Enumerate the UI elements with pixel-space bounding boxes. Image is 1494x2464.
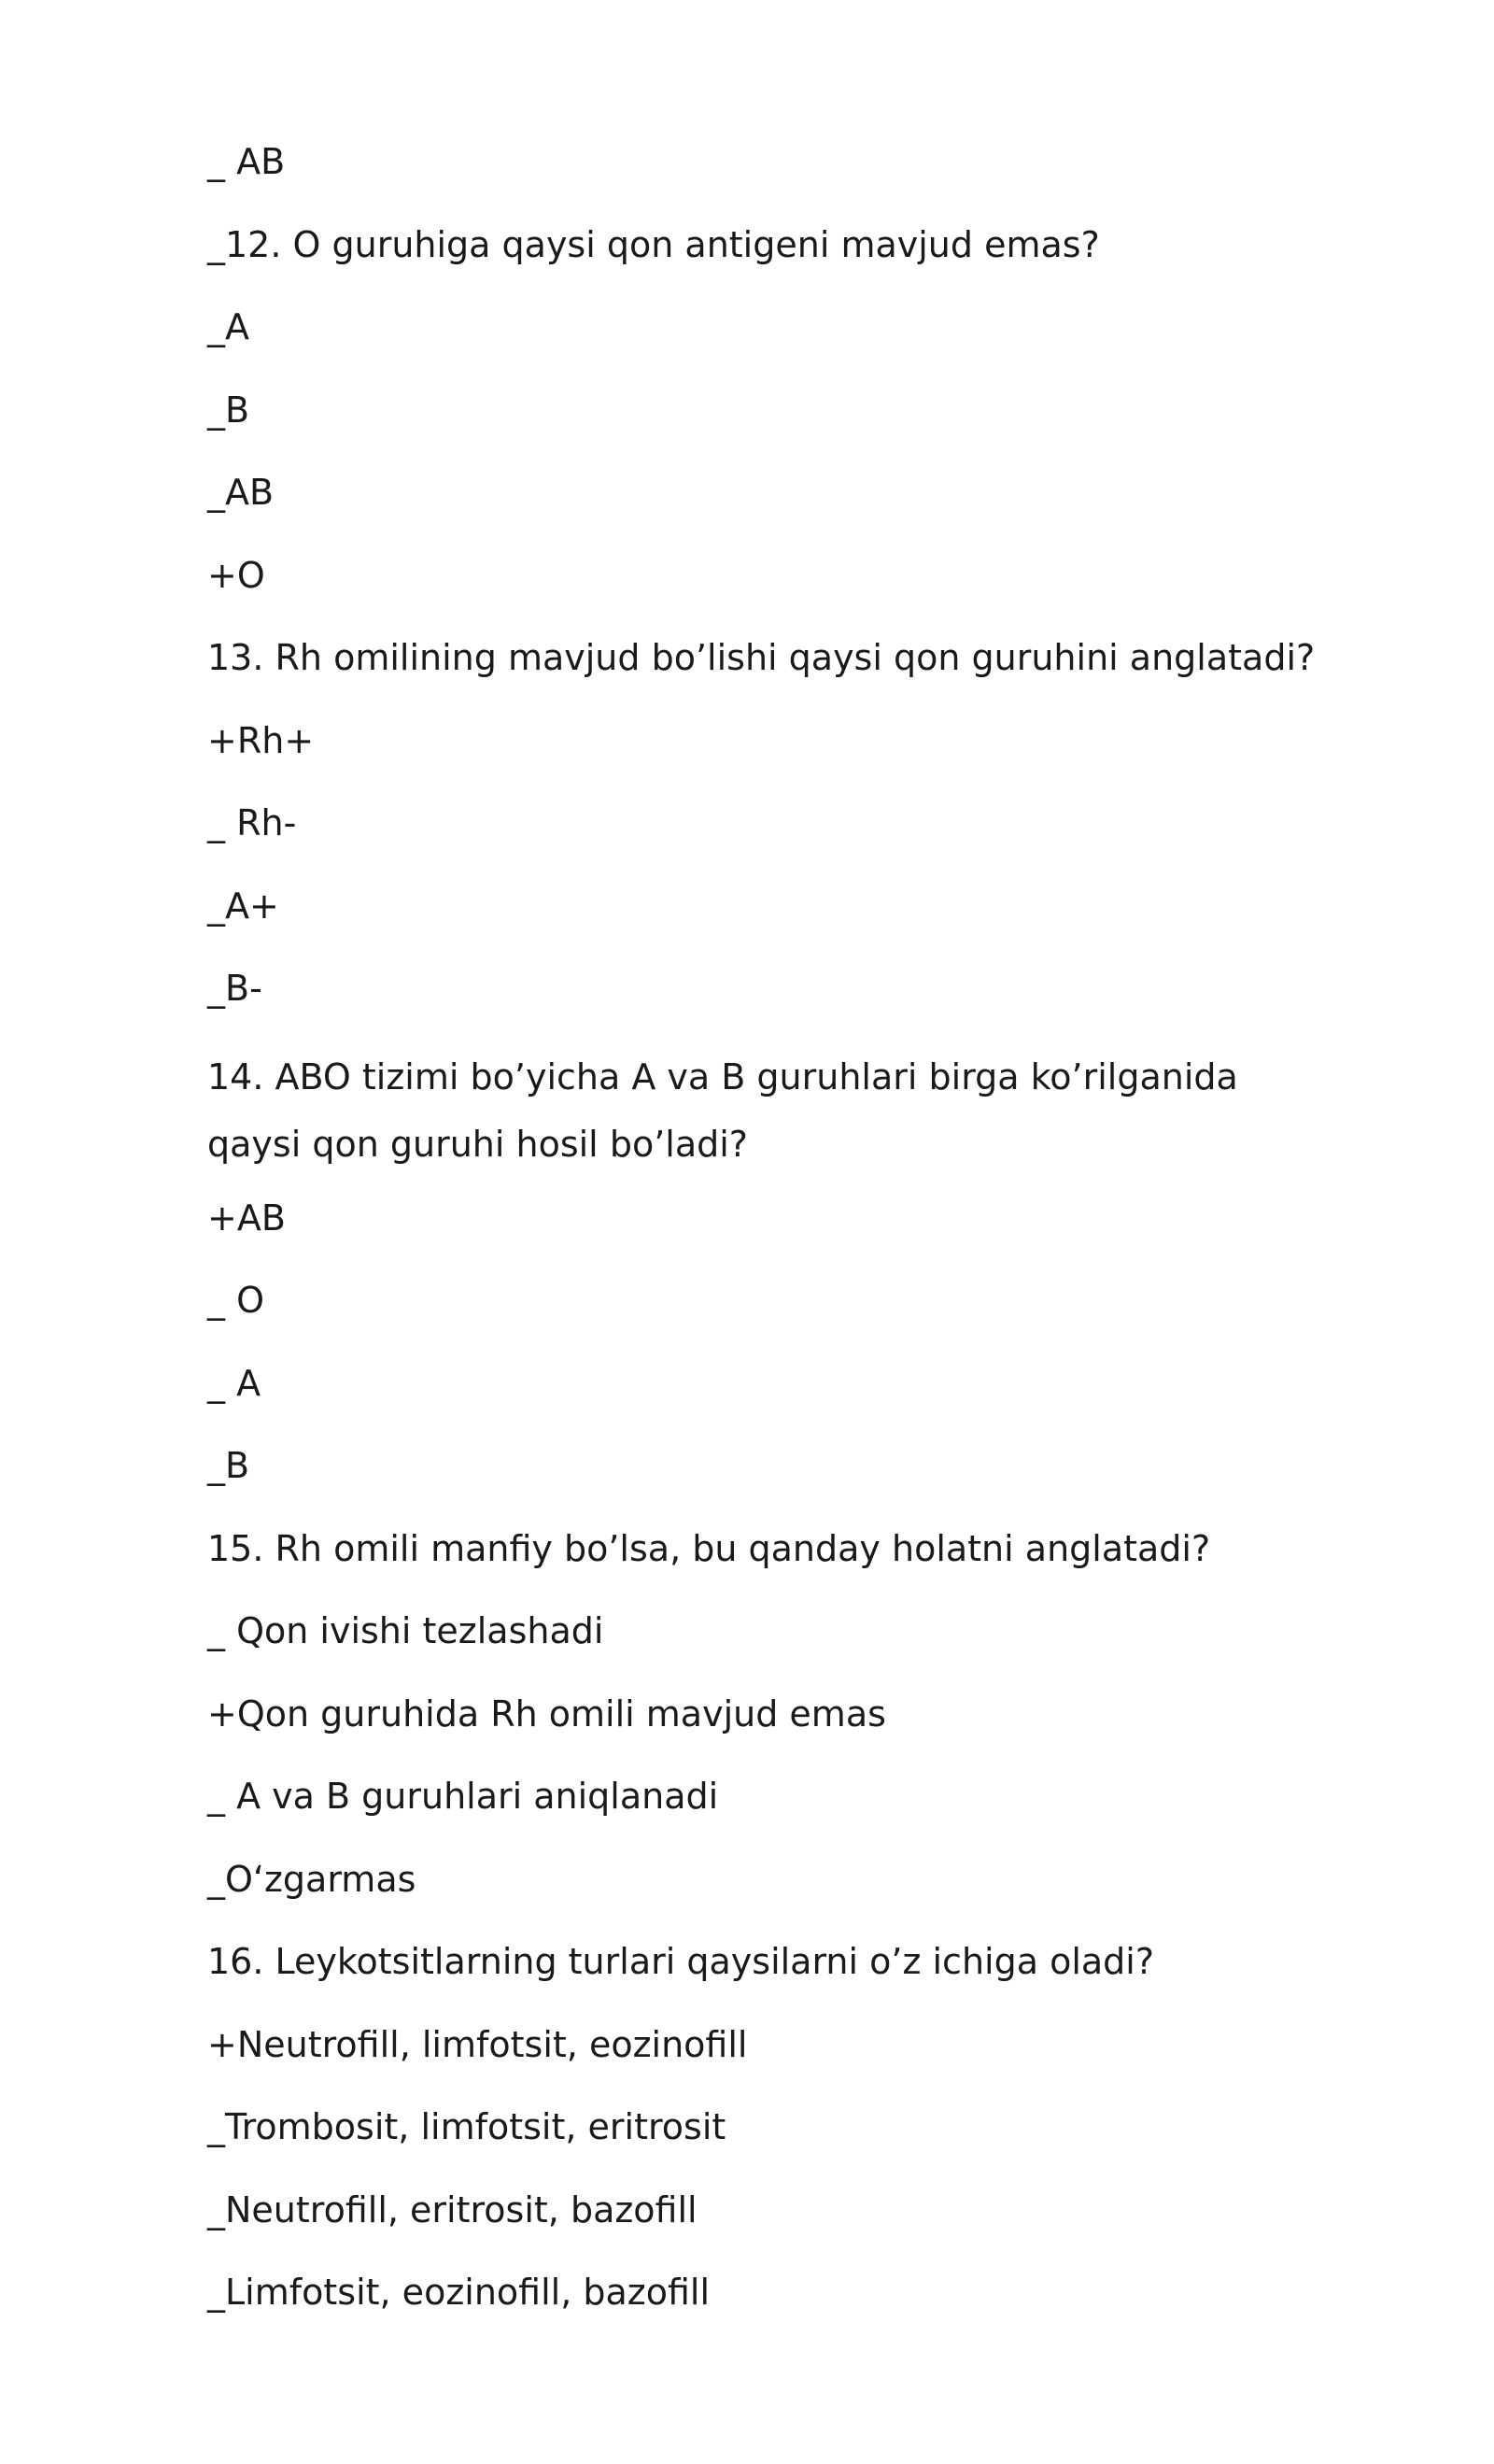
answer-option: _Neutrofill, eritrosit, bazofill: [207, 2188, 698, 2230]
answer-option: _Limfotsit, eozinofill, bazofill: [207, 2272, 711, 2313]
answer-option: _B-: [207, 968, 262, 1009]
question-14: 14. ABO tizimi bo’yicha A va B guruhlari birga ko’rilganida qaysi qon guruhi hosil bo’ladi?: [207, 1055, 1238, 1165]
answer-option: _O‘zgarmas: [207, 1858, 416, 1900]
correct-answer-option: +Qon guruhida Rh omili mavjud emas: [207, 1692, 886, 1735]
question-12: _12. O guruhiga qaysi qon antigeni mavjud emas?: [207, 223, 1100, 265]
answer-option: _ Rh-: [207, 802, 297, 843]
answer-option: _ A va B guruhlari aniqlanadi: [207, 1776, 719, 1817]
answer-option: _B: [207, 1445, 250, 1486]
answer-option: _B: [207, 389, 250, 431]
answer-option: _A: [207, 306, 249, 347]
answer-option: _AB: [207, 472, 275, 513]
question-16: 16. Leykotsitlarning turlari qaysilarni o’z ichiga oladi?: [207, 1941, 1155, 1982]
answer-option: _ A: [207, 1362, 261, 1404]
answer-option: _ Qon ivishi tezlashadi: [207, 1610, 604, 1651]
answer-option: _A+: [207, 885, 279, 927]
answer-option: _Trombosit, limfotsit, eritrosit: [207, 2106, 726, 2147]
correct-answer-option: +O: [207, 554, 265, 596]
correct-answer-option: +Rh+: [207, 719, 315, 761]
question-13: 13. Rh omilining mavjud bo’lishi qaysi qon guruhini anglatadi?: [207, 637, 1316, 678]
answer-option: _ AB: [207, 141, 286, 182]
document-page: [207, 134, 1328, 2347]
correct-answer-option: +Neutrofill, limfotsit, eozinofill: [207, 2023, 748, 2065]
answer-option: _ O: [207, 1280, 264, 1321]
correct-answer-option: +AB: [207, 1197, 286, 1239]
question-15: 15. Rh omili manfiy bo’lsa, bu qanday holatni anglatadi?: [207, 1527, 1211, 1569]
